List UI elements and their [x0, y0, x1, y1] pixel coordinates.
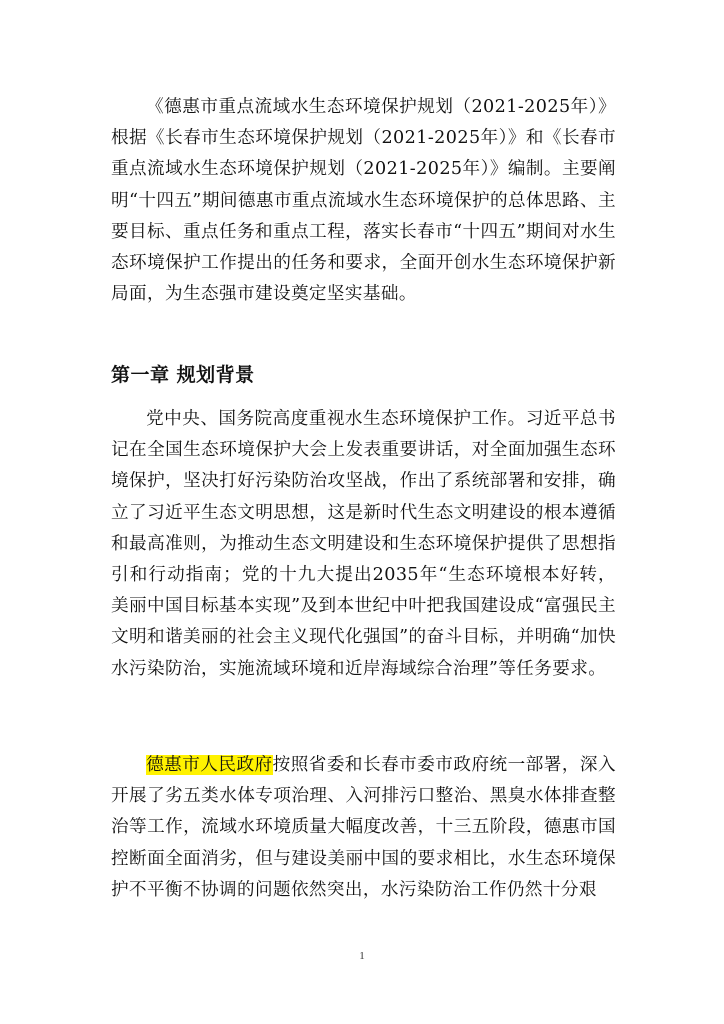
local-government-paragraph-text: 按照省委和长春市委市政府统一部署，深入开展了劣五类水体专项治理、入河排污口整治、黑臭水体排查整治等工作，流域水环境质量大幅度改善，十三五阶段，德惠市国控断面全面消劣，但与建设美丽中国的要求相比，水生态环境保护不平衡不协调的问题依然突出，水污染防治工作仍然十分艰 [111, 755, 616, 900]
intro-paragraph [111, 92, 616, 310]
local-government-paragraph [111, 750, 616, 906]
chapter-heading: 第一章 规划背景 [111, 364, 255, 386]
intro-paragraph-text: 《德惠市重点流域水生态环境保护规划（2021-2025年）》根据《长春市生态环境保护规划（2021-2025年）》和《长春市重点流域水生态环境保护规划（2021-2025年）》编制。主要阐明“十四五”期间德惠市重点流域水生态环境保护的总体思路、主要目标、重点任务和重点工程，落实长春市“十四五”期间对水生态环境保护工作提出的任务和要求，全面开创水生态环境保护新局面，为生态强市建设奠定坚实基础。 [111, 97, 616, 305]
background-paragraph [111, 404, 616, 685]
page-number: 1 [359, 950, 365, 962]
highlighted-text: 德惠市人民政府 [146, 755, 273, 775]
background-paragraph-text: 党中央、国务院高度重视水生态环境保护工作。习近平总书记在全国生态环境保护大会上发表重要讲话，对全面加强生态环境保护，坚决打好污染防治攻坚战，作出了系统部署和安排，确立了习近平生态文明思想，这是新时代生态文明建设的根本遵循和最高准则，为推动生态文明建设和生态环境保护提供了思想指引和行动指南；党的十九大提出2035年“生态环境根本好转，美丽中国目标基本实现”及到本世纪中叶把我国建设成“富强民主文明和谐美丽的社会主义现代化强国”的奋斗目标，并明确“加快水污染防治，实施流域环境和近岸海域综合治理”等任务要求。 [111, 409, 616, 679]
